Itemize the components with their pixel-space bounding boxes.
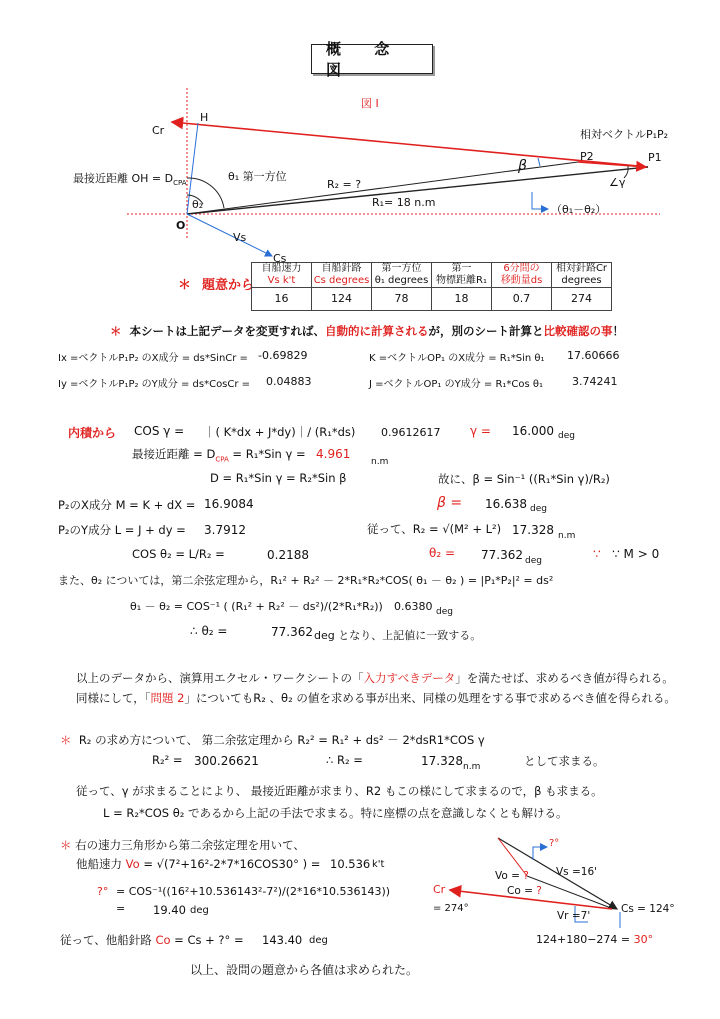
vs-arrow <box>187 214 272 256</box>
tri-vr: Vr =7' <box>557 910 591 922</box>
conclusion-pre: ∴ θ₂ = <box>190 624 228 638</box>
cpa-unit: n.m <box>371 457 389 467</box>
theta2-value: 77.362 <box>481 548 523 562</box>
label-gamma: ∠γ <box>609 176 626 189</box>
label-theta1: θ₁ 第一方位 <box>228 170 287 183</box>
given-label: 題意から <box>202 278 255 293</box>
theta-diff-pointer <box>532 192 548 209</box>
r2-result-unit: n.m <box>463 762 481 772</box>
given-value: 16 <box>252 288 312 311</box>
label-vs: Vs <box>233 231 247 244</box>
label-r1: R₁= 18 n.m <box>372 196 436 209</box>
j-value: 3.74241 <box>572 375 618 388</box>
r2-result-value: 17.328 <box>421 754 463 768</box>
tri-cr: Cr <box>433 883 446 896</box>
given-value: 18 <box>432 288 492 311</box>
co-line: 従って、他船針路 Co = Cs + ?° = <box>60 933 244 947</box>
r2-sq-label: R₂² = <box>152 753 183 767</box>
ix-label: Ix =ベクトルP₁P₂ のX成分 = ds*SinCr = <box>58 353 248 364</box>
cr-vector <box>172 122 648 167</box>
because-note: ∵ ∵ M > 0 <box>593 547 660 561</box>
given-value: 0.7 <box>492 288 552 311</box>
ix-value: -0.69829 <box>258 349 308 362</box>
label-r2: R₂ = ? <box>327 178 362 191</box>
given-asterisk: ＊ <box>178 278 192 293</box>
r2-method-intro: ＊ R₂ の求め方について、 第二余弦定理から R₂² = R₁² + ds² － 2*dsR1*COS γ <box>60 733 485 747</box>
given-header: 自船針路 Cs degrees <box>312 263 372 288</box>
gamma-value: 16.000 <box>512 424 554 438</box>
q-symbol: ?° <box>97 885 109 898</box>
conclusion-value: 77.362 <box>271 625 313 639</box>
vo-value: 10.536 <box>330 857 371 871</box>
theta2-unit: deg <box>525 556 542 566</box>
label-cr: Cr <box>152 124 165 137</box>
theta-diff-line: θ₁ － θ₂ = COS⁻¹ ( (R₁² + R₂² － ds²)/(2*R₁*R₂)) <box>130 600 383 613</box>
page-title: 概 念 図 <box>311 44 433 74</box>
given-table <box>251 262 612 311</box>
r2-method-text-1: 従って、γ が求まることにより、 最接近距離が求まり、R2 もこの様にして求まるので，β も求まる。 <box>76 784 603 798</box>
given-header: 第一方位 θ₁ degrees <box>372 263 432 288</box>
beta-value: 16.638 <box>485 497 527 511</box>
given-header-row <box>252 263 612 288</box>
tri-cs: Cs = 124° <box>621 903 675 915</box>
inner-product-label: 内積から <box>68 426 117 440</box>
cos-theta2-value: 0.2188 <box>267 548 309 562</box>
gamma-unit: deg <box>558 431 575 441</box>
given-header: 相対針路Cr degrees <box>552 263 612 288</box>
figure-label: 図 Ⅰ <box>361 97 379 110</box>
other-ship-intro: ＊ 右の速力三角形から第二余弦定理を用いて、 <box>60 838 305 852</box>
given-value-row <box>252 288 612 311</box>
label-cpa: 最接近距離 OH = $D_{CPA}$ <box>73 172 187 188</box>
tri-sum: 124+180−274 = 30° <box>536 933 654 946</box>
tri-vo: Vo = ? <box>495 870 529 882</box>
summary-line-1: 以上のデータから、演算用エクセル・ワークシートの「入力すべきデータ」を満たせば、求めるべき値が得られる。 <box>76 671 674 685</box>
summary-line-2: 同様にして，「問題 2」についてもR₂ 、θ₂ の値を求める事が出来、同様の処理をする事で求めるべき値を得られる。 <box>76 691 676 705</box>
label-o: O <box>176 219 186 232</box>
q-unit: deg <box>190 905 209 916</box>
cpa-value: 4.961 <box>316 447 351 461</box>
m-value: 16.9084 <box>204 497 254 511</box>
tri-co: Co = ? <box>507 885 542 897</box>
k-label: K =ベクトルOP₁ のX成分 = R₁*Sin θ₁ <box>369 353 545 364</box>
beta-unit: deg <box>530 504 547 514</box>
label-theta-diff: （θ₁－θ₂） <box>551 203 607 216</box>
beta-mark <box>538 158 540 166</box>
label-relative-vector: 相対ベクトルP₁P₂ <box>580 128 669 141</box>
label-p1: P1 <box>648 151 662 164</box>
cos-gamma-value: 0.9612617 <box>381 426 441 439</box>
r2-result-label: ∴ R₂ = <box>326 753 363 767</box>
final-statement: 以上、設問の題意から各値は求められた。 <box>190 963 419 977</box>
tri-vs: Vs =16' <box>556 866 598 878</box>
given-header: 6分間の 移動量ds <box>492 263 552 288</box>
label-h: H <box>200 111 209 124</box>
theta-diff-unit: deg <box>436 607 453 617</box>
iy-label: Iy =ベクトルP₁P₂ のY成分 = ds*CosCr = <box>58 379 251 390</box>
r2-value: 17.328 <box>512 523 554 537</box>
q-pointer <box>533 847 547 860</box>
given-value: 78 <box>372 288 432 311</box>
beta-symbol: β = <box>437 495 463 511</box>
iy-value: 0.04883 <box>266 375 312 388</box>
label-beta: β <box>518 158 527 174</box>
vo-unit: k't <box>372 859 385 870</box>
co-unit: deg <box>309 935 328 946</box>
label-cs: Cs <box>273 252 287 265</box>
conclusion-post: deg となり、上記値に一致する。 <box>314 629 482 642</box>
co-value: 143.40 <box>262 933 303 947</box>
label-theta2: θ₂ <box>192 198 204 211</box>
tri-cr-deg: = 274° <box>433 903 469 914</box>
cos-gamma-formula: ｜( K*dx + J*dy)｜/ (R₁*ds) <box>204 425 356 439</box>
vo-line: 他船速力 Vo = √(7²+16²-2*7*16COS30° ) = <box>76 857 321 871</box>
r2-unit: n.m <box>558 531 576 541</box>
r2-method-text-2: L = R₂*COS θ₂ であるから上記の手法で求まる。特に座標の点を意識しなくとも解ける。 <box>103 806 568 820</box>
r2-result-suffix: として求まる。 <box>524 754 605 768</box>
m-label: P₂のX成分 M = K + dX = <box>58 498 196 512</box>
l-label: P₂のY成分 L = J + dy = <box>58 523 186 537</box>
theta2-symbol: θ₂ = <box>429 546 456 560</box>
r2-sq-value: 300.26621 <box>194 754 259 768</box>
second-cosine-line: また、θ₂ については，第二余弦定理から，R₁² + R₂² － 2*R₁*R₂*COS( θ₁ － θ₂ ) = |P₁*P₂|² = ds² <box>58 574 554 587</box>
l-value: 3.7912 <box>204 523 246 537</box>
given-value: 124 <box>312 288 372 311</box>
gamma-label: γ = <box>470 424 491 438</box>
dcpa-line: D = R₁*Sin γ = R₂*Sin β <box>210 471 347 485</box>
q-eq: = <box>116 902 126 915</box>
auto-calc-note: ＊ 本シートは上記データを変更すれば、自動的に計算されるが，別のシート計算と比較確認の事！ <box>110 324 625 338</box>
given-header: 自船速力 Vs k't <box>252 263 312 288</box>
j-label: J =ベクトルOP₁ のY成分 = R₁*Cos θ₁ <box>369 379 544 390</box>
tri-q: ?° <box>549 838 560 849</box>
cos-gamma-label: COS γ = <box>134 424 185 438</box>
given-header: 第一 物標距離R₁ <box>432 263 492 288</box>
q-formula: = COS⁻¹((16²+10.536143²-7²)/(2*16*10.536143)) <box>116 885 391 898</box>
k-value: 17.60666 <box>567 349 620 362</box>
theta-diff-value: 0.6380 <box>394 600 433 613</box>
cos-theta2-label: COS θ₂ = L/R₂ = <box>132 547 225 561</box>
q-value: 19.40 <box>153 903 186 917</box>
given-value: 274 <box>552 288 612 311</box>
label-p2: P2 <box>580 150 594 163</box>
r2-label: 従って、R₂ = √(M² + L²) <box>367 522 502 536</box>
cpa-line: 最接近距離 = $D_{CPA} = R_1*Sin$ γ = <box>132 447 306 464</box>
therefore-beta: 故に、β = Sin⁻¹ ((R₁*Sin γ)/R₂) <box>438 472 610 486</box>
